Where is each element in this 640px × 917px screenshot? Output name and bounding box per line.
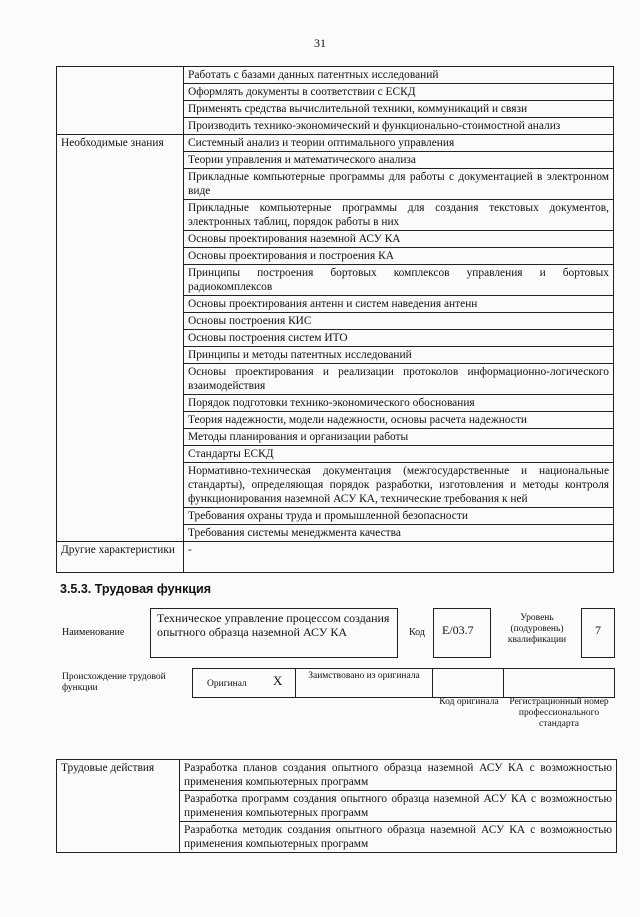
knowledge-item: Прикладные компьютерные программы для работы с документацией в электронном виде	[184, 169, 614, 200]
knowledge-item: Основы проектирования и построения КА	[184, 248, 614, 265]
table-row	[57, 760, 617, 791]
skill-item: Производить технико-экономический и функционально-стоимостной анализ	[184, 118, 614, 135]
borrowed-cell	[295, 668, 433, 698]
original-label: Оригинал	[207, 679, 247, 689]
knowledge-item: Методы планирования и организации работы	[184, 429, 614, 446]
name-label: Наименование	[62, 627, 125, 638]
original-mark: X	[273, 673, 283, 688]
labor-functions-table	[56, 759, 617, 853]
table-row	[57, 67, 614, 84]
knowledge-item: Требования охраны труда и промышленной безопасности	[184, 508, 614, 525]
code-original-cell	[432, 668, 504, 698]
labor-item: Разработка планов создания опытного образца наземной АСУ КА с возможностью применения компьютерных программ	[180, 760, 617, 791]
code-value: E/03.7	[433, 608, 491, 658]
labor-item: Разработка программ создания опытного образца наземной АСУ КА с возможностью применения компьютерных программ	[180, 791, 617, 822]
page-number: 31	[314, 36, 326, 50]
knowledge-item: Прикладные компьютерные программы для создания текстовых документов, электронных таблиц, порядок работы в них	[184, 200, 614, 231]
requirements-table	[56, 66, 614, 573]
original-cell	[192, 668, 296, 698]
knowledge-item: Теория надежности, модели надежности, основы расчета надежности	[184, 412, 614, 429]
knowledge-item: Основы проектирования и реализации протоколов информационно-логического взаимодействия	[184, 364, 614, 395]
skill-item: Работать с базами данных патентных исследований	[184, 67, 614, 84]
code-label: Код	[409, 627, 425, 638]
labor-item: Разработка методик создания опытного образца наземной АСУ КА с возможностью применения компьютерных программ	[180, 822, 617, 853]
labor-label: Трудовые действия	[57, 760, 180, 853]
knowledge-item: Порядок подготовки технико-экономического обоснования	[184, 395, 614, 412]
knowledge-item: Нормативно-техническая документация (межгосударственные и национальные стандарты), определяющая порядок разработки, изготовления и методы контроля функционирования наземной АСУ КА, технические требования к ней	[184, 463, 614, 508]
level-value: 7	[581, 608, 615, 658]
reg-number-cell	[503, 668, 615, 698]
knowledge-item: Основы построения КИС	[184, 313, 614, 330]
reg-number-caption: Регистрационный номер профессионального стандарта	[509, 697, 609, 729]
skill-item: Применять средства вычислительной техники, коммуникаций и связи	[184, 101, 614, 118]
other-value: -	[184, 542, 614, 573]
skill-item: Оформлять документы в соответствии с ЕСКД	[184, 84, 614, 101]
knowledge-item: Теории управления и математического анализа	[184, 152, 614, 169]
other-label: Другие характеристики	[57, 542, 184, 573]
knowledge-item: Основы проектирования наземной АСУ КА	[184, 231, 614, 248]
table-row	[57, 135, 614, 152]
borrowed-label: Заимствовано из оригинала	[308, 671, 420, 681]
level-label: Уровень (подуровень) квалификации	[507, 613, 567, 645]
code-original-caption: Код оригинала	[439, 697, 499, 707]
knowledge-item: Принципы и методы патентных исследований	[184, 347, 614, 364]
knowledge-item: Основы построения систем ИТО	[184, 330, 614, 347]
knowledge-item: Принципы построения бортовых комплексов управления и бортовых радиокомплексов	[184, 265, 614, 296]
knowledge-item: Основы проектирования антенн и систем наведения антенн	[184, 296, 614, 313]
name-value: Техническое управление процессом создания опытного образца наземной АСУ КА	[150, 608, 398, 658]
table-row	[57, 542, 614, 573]
knowledge-label: Необходимые знания	[57, 135, 184, 542]
knowledge-item: Требования системы менеджмента качества	[184, 525, 614, 542]
knowledge-item: Стандарты ЕСКД	[184, 446, 614, 463]
knowledge-item: Системный анализ и теории оптимального управления	[184, 135, 614, 152]
section-title: 3.5.3. Трудовая функция	[60, 582, 212, 596]
origin-label: Происхождение трудовой функции	[62, 672, 166, 693]
